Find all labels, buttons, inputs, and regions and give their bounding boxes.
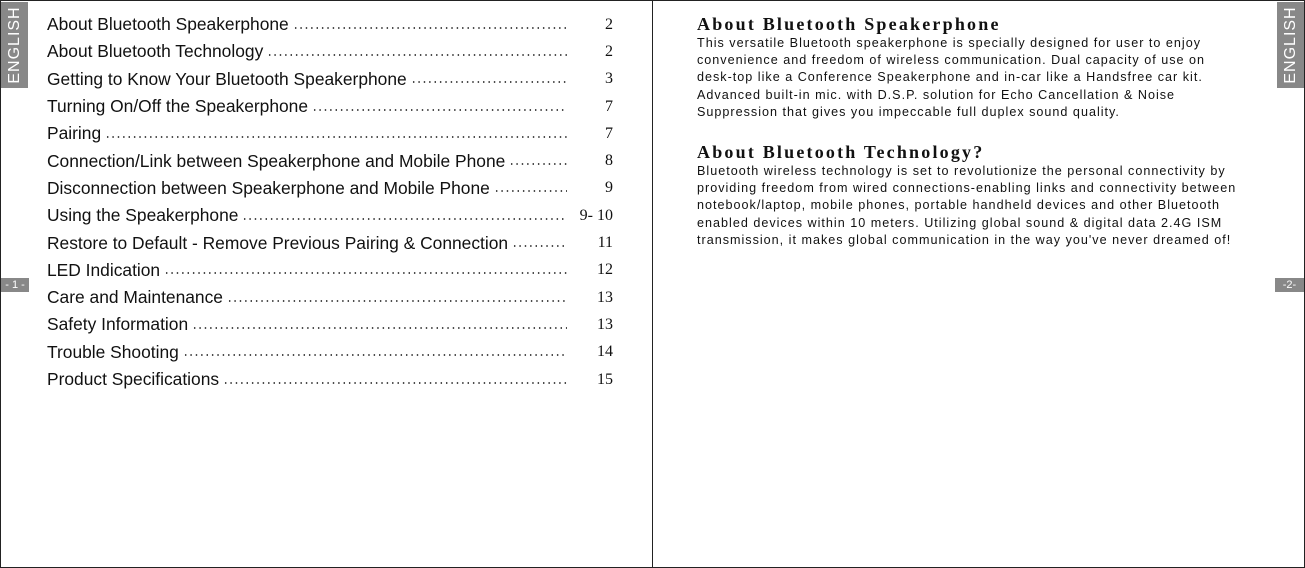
section-about-technology <box>697 141 1277 249</box>
toc-leader-dots <box>223 382 567 384</box>
toc-entry[interactable] <box>47 38 613 65</box>
toc-entry-page: 8 <box>605 152 613 170</box>
toc-entry[interactable] <box>47 229 613 256</box>
body-line: Suppression that gives you impeccable full duplex sound quality. <box>697 104 1120 119</box>
body-line: notebook/laptop, mobile phones, portable handheld devices and other Bluetooth <box>697 198 1221 213</box>
toc-leader-dots <box>512 245 567 247</box>
toc-entry-page: 9- 10 <box>579 206 613 224</box>
language-tab-label: ENGLISH <box>5 6 23 84</box>
toc-entry-page: 2 <box>605 15 613 33</box>
toc-entry[interactable] <box>47 11 613 38</box>
toc-entry-title: Restore to Default - Remove Previous Pairing & Connection <box>47 232 509 253</box>
toc-entry-page: 2 <box>605 42 613 60</box>
toc-entry-title: Turning On/Off the Speakerphone <box>47 96 309 117</box>
toc-leader-dots <box>164 272 567 274</box>
toc-entry-page: 13 <box>597 315 613 333</box>
toc-entry-page: 9 <box>605 179 613 197</box>
toc-entry-title: Product Specifications <box>47 369 220 389</box>
body-line: This versatile Bluetooth speakerphone is specially designed for user to enjoy <box>697 36 1202 50</box>
toc-entry-title: Safety Information <box>47 314 189 335</box>
toc-entry-title: Care and Maintenance <box>47 287 223 308</box>
toc-entry-title: Connection/Link between Speakerphone and Mobile Phone <box>47 150 506 171</box>
toc-entry[interactable] <box>47 311 613 338</box>
toc-entry-page: 15 <box>597 370 613 388</box>
section-heading: About Bluetooth Speakerphone <box>697 14 1001 34</box>
body-line: convenience and freedom of wireless communication. Dual capacity of use on <box>697 53 1206 68</box>
toc-leader-dots <box>105 136 567 138</box>
toc-leader-dots <box>293 27 567 29</box>
body-line: providing freedom from wired connections-enabling links and connectivity between <box>697 181 1237 196</box>
language-tab-right <box>1277 2 1304 88</box>
language-tab-label: ENGLISH <box>1281 6 1299 84</box>
toc-entry[interactable] <box>47 66 613 93</box>
section-body <box>697 163 1277 249</box>
toc-leader-dots <box>242 218 567 220</box>
toc-leader-dots <box>509 163 567 165</box>
toc-entry[interactable] <box>47 366 613 393</box>
toc-entry-title: Getting to Know Your Bluetooth Speakerphone <box>47 68 407 89</box>
section-body <box>697 35 1277 121</box>
toc-entry-title: Disconnection between Speakerphone and Mobile Phone <box>47 177 490 198</box>
toc-entry-page: 3 <box>605 70 613 88</box>
toc-entry-page: 12 <box>597 261 613 279</box>
toc-leader-dots <box>312 109 567 111</box>
table-of-contents <box>47 11 613 393</box>
toc-entry-title: About Bluetooth Speakerphone <box>47 14 289 35</box>
toc-entry-title: Using the Speakerphone <box>47 205 239 226</box>
toc-entry-page: 14 <box>597 343 613 361</box>
toc-leader-dots <box>411 81 567 83</box>
toc-entry[interactable] <box>47 120 613 147</box>
toc-entry[interactable] <box>47 202 613 229</box>
toc-entry-page: 7 <box>605 97 613 115</box>
toc-leader-dots <box>183 354 567 356</box>
toc-entry-title: Pairing <box>47 123 102 144</box>
toc-leader-dots <box>494 190 567 192</box>
toc-entry-title: Trouble Shooting <box>47 341 179 362</box>
language-tab-left <box>1 2 28 88</box>
toc-leader-dots <box>192 327 567 329</box>
body-line: desk-top like a Conference Speakerphone and in-car like a Handsfree car kit. <box>697 70 1203 85</box>
toc-entry-page: 11 <box>597 234 613 252</box>
toc-entry[interactable] <box>47 284 613 311</box>
section-heading: About Bluetooth Technology? <box>697 142 985 162</box>
body-line: Advanced built-in mic. with D.S.P. solution for Echo Cancellation & Noise <box>697 87 1176 102</box>
page-number-right: -2- <box>1275 278 1304 292</box>
toc-entry-title: LED Indication <box>47 259 161 280</box>
page-number-left: - 1 - <box>1 278 29 292</box>
toc-entry-page: 7 <box>605 124 613 142</box>
toc-leader-dots <box>227 300 567 302</box>
body-line: Bluetooth wireless technology is set to revolutionize the personal connectivity by <box>697 164 1226 178</box>
toc-entry-title: About Bluetooth Technology <box>47 41 264 62</box>
toc-entry[interactable] <box>47 93 613 120</box>
toc-entry[interactable] <box>47 147 613 174</box>
toc-entry[interactable] <box>47 257 613 284</box>
toc-entry-page: 13 <box>597 288 613 306</box>
section-about-speakerphone <box>697 13 1277 121</box>
body-line: enabled devices within 10 meters. Utilizing global sound & digital data 2.4G ISM <box>697 215 1223 230</box>
body-line: transmission, it makes global communication in the way you've never dreamed of! <box>697 232 1232 247</box>
toc-entry[interactable] <box>47 175 613 202</box>
toc-leader-dots <box>267 54 567 56</box>
toc-entry[interactable] <box>47 339 613 366</box>
